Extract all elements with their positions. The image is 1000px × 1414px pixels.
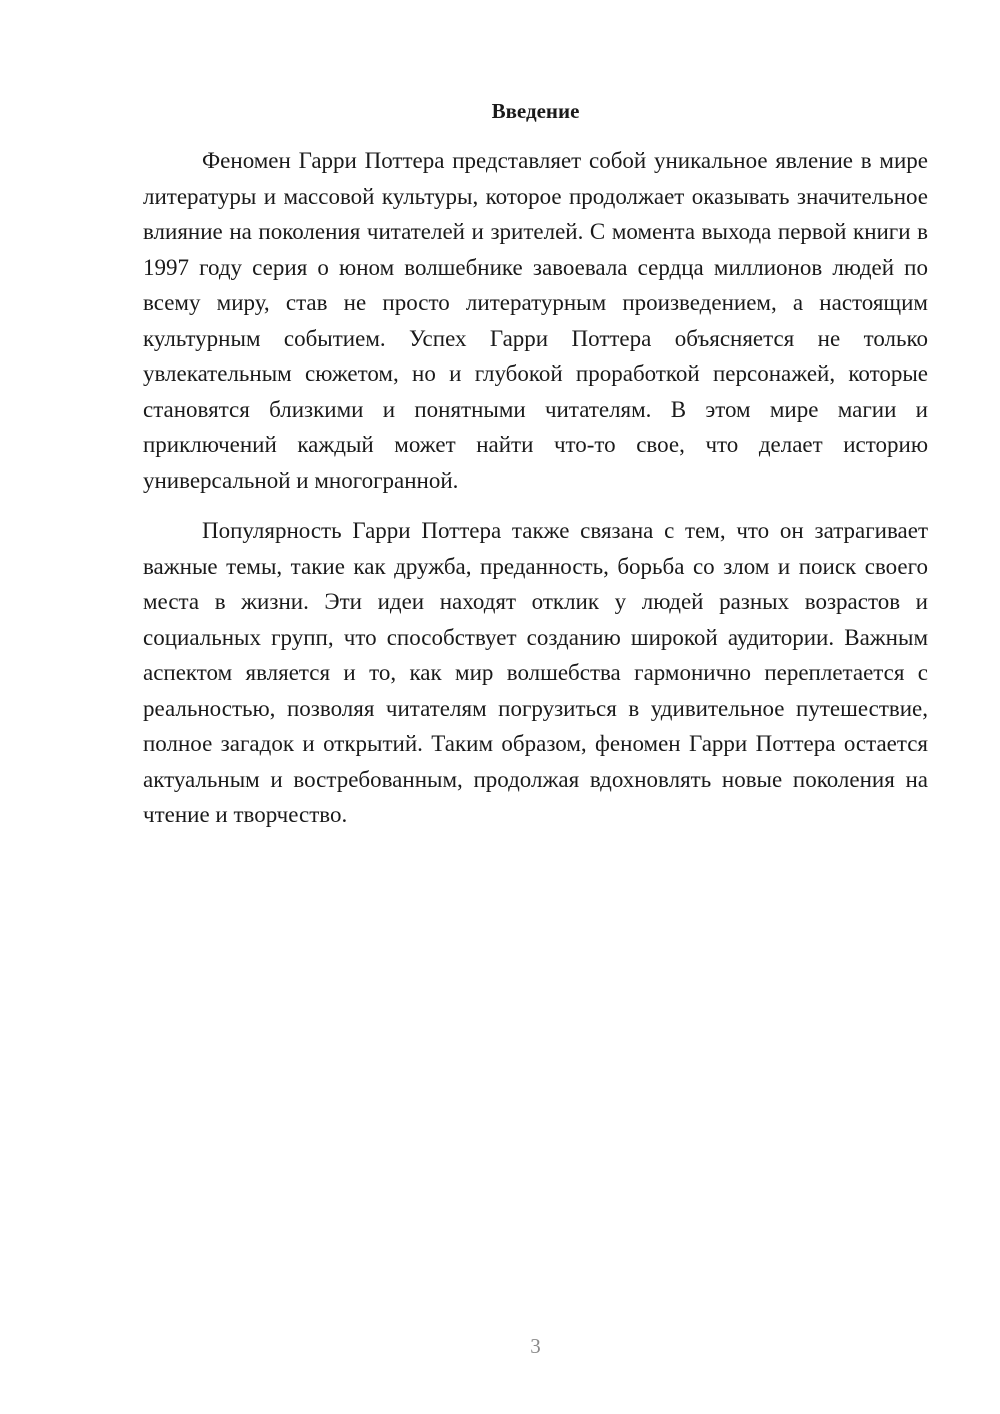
paragraph-1: Феномен Гарри Поттера представляет собой уникальное явление в мире литературы и массовой культуры, которое продолжает оказывать значительное влияние на поколения читателей и зрителей. С момента выхода первой книги в 1997 году серия о юном волшебнике завоевала сердца миллионов людей по всему миру, став не просто литературным произведением, а настоящим культурным событием. Успех Гарри Поттера объясняется не только увлекательным сюжетом, но и глубокой проработкой персонажей, которые становятся близкими и понятными читателям. В этом мире магии и приключений каждый может найти что-то свое, что делает историю универсальной и многогранной. — [143, 148, 928, 493]
page-number: 3 — [530, 1334, 541, 1358]
paragraph-2: Популярность Гарри Поттера также связана с тем, что он затрагивает важные темы, такие как дружба, преданность, борьба со злом и поиск своего места в жизни. Эти идеи находят отклик у людей разных возрастов и социальных групп, что способствует созданию широкой аудитории. Важным аспектом является и то, как мир волшебства гармонично переплетается с реальностью, позволяя читателям погрузиться в удивительное путешествие, полное загадок и открытий. Таким образом, феномен Гарри Поттера остается актуальным и востребованным, продолжая вдохновлять новые поколения на чтение и творчество. — [143, 518, 928, 827]
page-title: Введение — [491, 99, 580, 123]
document-body — [143, 143, 928, 833]
